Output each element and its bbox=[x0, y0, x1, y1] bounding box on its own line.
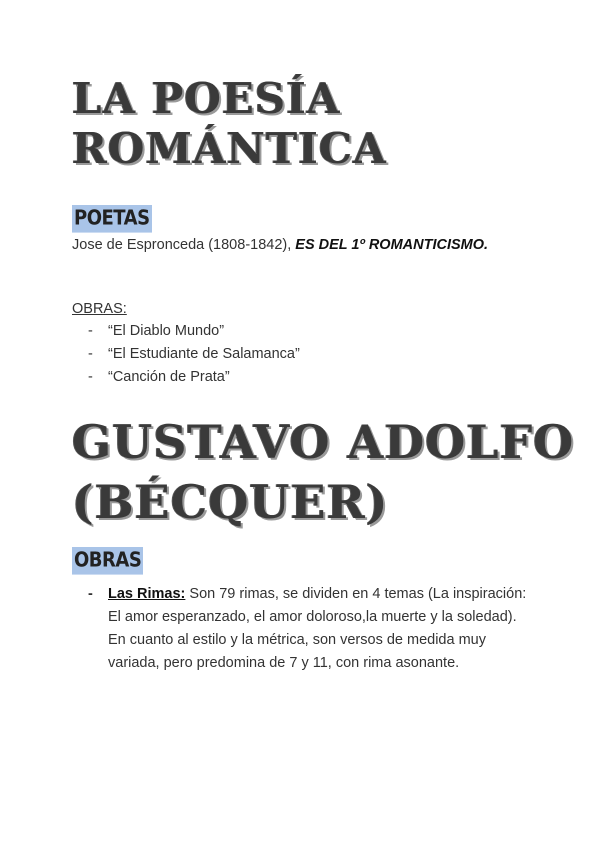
list-item: - “El Estudiante de Salamanca” bbox=[88, 346, 300, 362]
section-heading-poetas: POETAS bbox=[72, 205, 152, 233]
main-title-line2: ROMÁNTICA bbox=[72, 124, 387, 173]
list-item: - “Canción de Prata” bbox=[88, 369, 230, 385]
author-title-line2: (BÉCQUER) bbox=[72, 475, 389, 529]
author-title-line1: GUSTAVO ADOLFO bbox=[72, 415, 575, 469]
rimas-item bbox=[88, 583, 528, 675]
rimas-body bbox=[108, 583, 528, 675]
list-item: - “El Diablo Mundo” bbox=[88, 323, 225, 339]
rimas-text2: En cuanto al estilo y la métrica, son versos de medida muy variada, pero predomina de 7 y 11, con rima asonante. bbox=[108, 632, 486, 671]
rimas-text1: Son 79 rimas, se dividen en 4 temas (La inspiración: El amor esperanzado, el amor doloroso,la muerte y la soledad). bbox=[108, 586, 527, 625]
works-list bbox=[88, 320, 300, 389]
rimas-bullet: - bbox=[88, 586, 93, 602]
section-heading-obras: OBRAS bbox=[72, 547, 143, 575]
main-title bbox=[72, 74, 387, 174]
obras-label: OBRAS: bbox=[72, 301, 127, 317]
poet-text: Jose de Espronceda (1808-1842), bbox=[72, 237, 296, 253]
rimas-label: Las Rimas: bbox=[108, 586, 186, 602]
poet-paragraph bbox=[72, 234, 532, 256]
poet-emphasis: ES DEL 1º ROMANTICISMO. bbox=[295, 237, 489, 253]
main-title-line1: LA POESÍA bbox=[72, 74, 341, 123]
author-title bbox=[72, 412, 574, 532]
